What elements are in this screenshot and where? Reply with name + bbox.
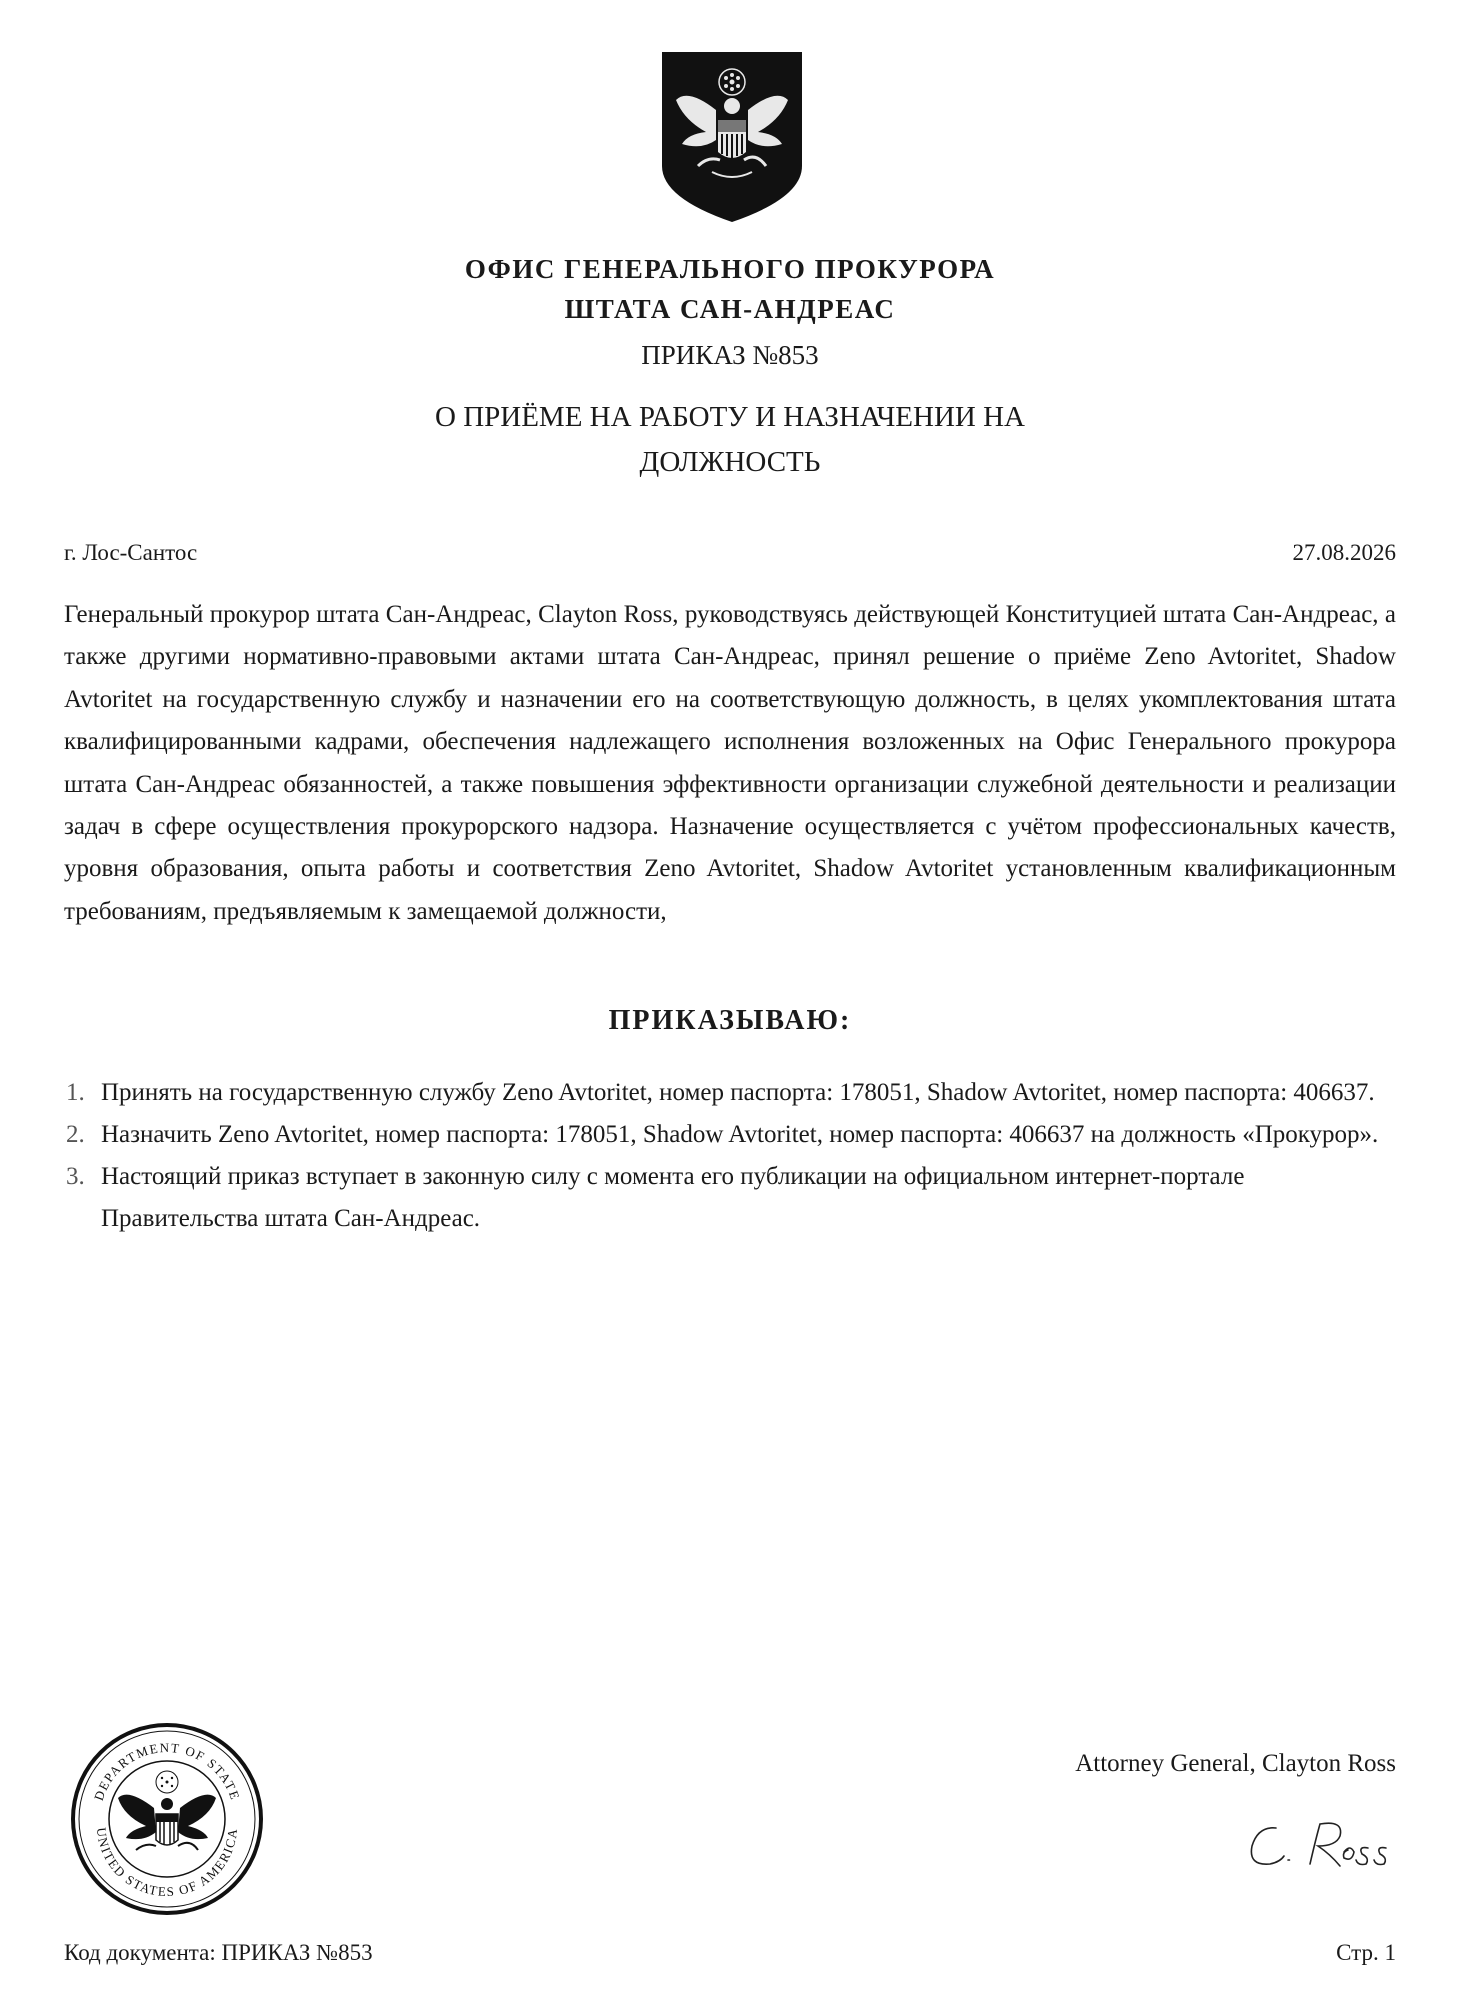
order-subject xyxy=(330,395,1130,485)
item-text: Настоящий приказ вступает в законную силу с момента его публикации на официальном интернет-портале Правительства штата Сан-Андреас. xyxy=(101,1163,1245,1232)
eagle-shield-icon xyxy=(658,48,806,226)
item-number: 2. xyxy=(66,1121,85,1148)
item-text: Назначить Zeno Avtoritet, номер паспорта: 178051, Shadow Avtoritet, номер паспорта: 406637 на должность «Прокурор». xyxy=(101,1121,1379,1148)
org-name-line2: ШТАТА САН-АНДРЕАС xyxy=(564,294,896,324)
decree-item xyxy=(64,1156,1404,1240)
item-text: Принять на государственную службу Zeno Avtoritet, номер паспорта: 178051, Shadow Avtoritet, номер паспорта: 406637. xyxy=(101,1079,1375,1106)
svg-text:UNITED STATES OF AMERICA xyxy=(94,1827,240,1899)
preamble-paragraph: Генеральный прокурор штата Сан-Андреас, Clayton Ross, руководствуясь действующей Конституцией штата Сан-Андреас, а также другими нормативно-правовыми актами штата Сан-Андреас, принял решение о приёме Zeno Avtoritet, Shadow Avtoritet на государственную службу и назначении его на соответствующую должность, в целях укомплектования штата квалифицированными кадрами, обеспечения надлежащего исполнения возложенных на Офис Генерального прокурора штата Сан-Андреас обязанностей, а также повышения эффективности организации служебной деятельности и реализации задач в сфере осуществления прокурорского надзора. Назначение осуществляется с учётом профессиональных качеств, уровня образования, опыта работы и соответствия Zeno Avtoritet, Shadow Avtoritet установленным квалификационным требованиям, предъявляемым к замещаемой должности, xyxy=(64,601,1396,925)
decree-item xyxy=(64,1114,1404,1156)
department-of-state-seal-icon xyxy=(70,1722,264,1916)
decree-heading: ПРИКАЗЫВАЮ: xyxy=(608,1005,852,1036)
item-number: 1. xyxy=(66,1079,85,1106)
footer-document-code: Код документа: ПРИКАЗ №853 xyxy=(64,1940,373,1965)
subject-line1: О ПРИЁМЕ НА РАБОТУ И НАЗНАЧЕНИИ НА xyxy=(435,401,1025,433)
order-date: 27.08.2026 xyxy=(1292,540,1396,565)
decree-items xyxy=(64,1072,1404,1240)
item-number: 3. xyxy=(66,1163,85,1190)
city: г. Лос-Сантос xyxy=(64,540,198,565)
subject-line2: ДОЛЖНОСТЬ xyxy=(639,446,821,478)
order-title: ПРИКАЗ №853 xyxy=(641,340,819,370)
signer-name: Attorney General, Clayton Ross xyxy=(1075,1750,1396,1777)
seal-text-bottom: UNITED STATES OF AMERICA xyxy=(93,1826,241,1900)
org-name-line1: ОФИС ГЕНЕРАЛЬНОГО ПРОКУРОРА xyxy=(464,254,996,284)
footer-page-number: Стр. 1 xyxy=(1336,1940,1396,1965)
seal-text-top: DEPARTMENT OF STATE xyxy=(90,1739,244,1803)
decree-item xyxy=(64,1072,1404,1114)
handwritten-signature xyxy=(1240,1808,1400,1880)
